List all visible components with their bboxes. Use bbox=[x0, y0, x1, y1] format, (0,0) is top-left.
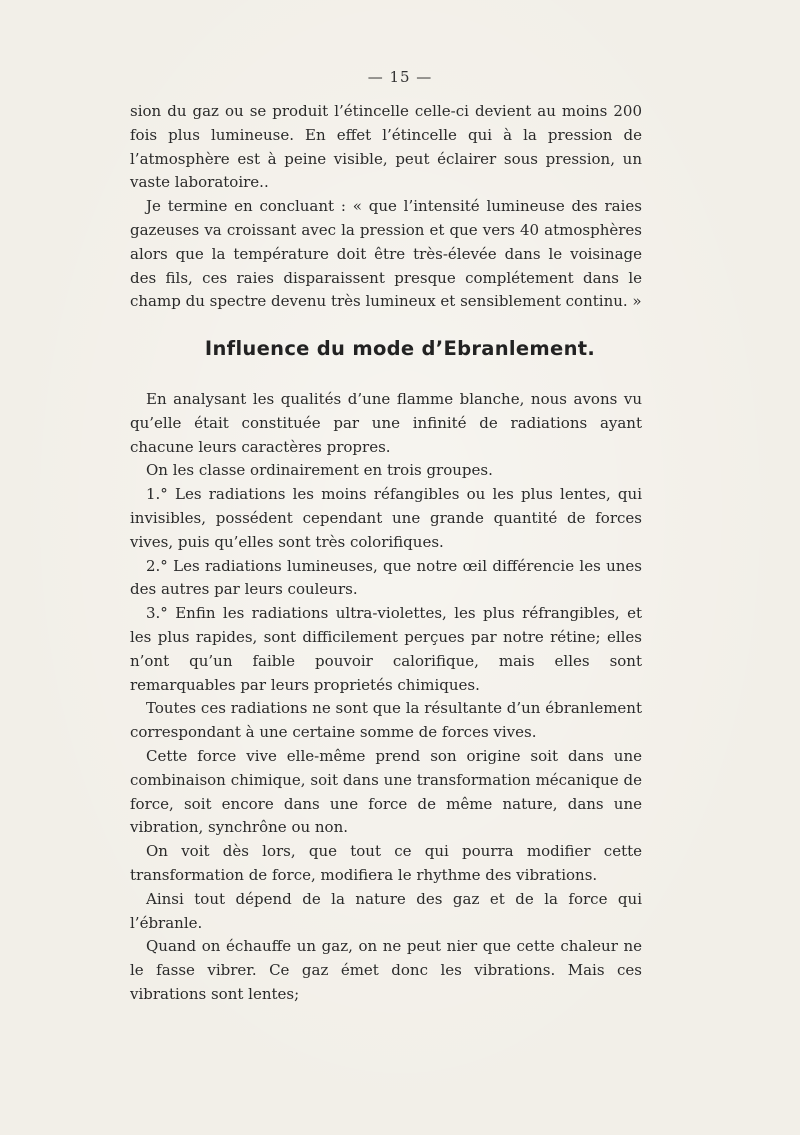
paragraph: Toutes ces radiations ne sont que la résultante d’un ébranlement correspondant à une certaine somme de forces vives. bbox=[130, 699, 642, 742]
paragraph: On les classe ordinairement en trois groupes. bbox=[146, 461, 493, 480]
paragraph: Cette force vive elle-même prend son origine soit dans une combinaison chimique, soit dans une transformation mécanique de force, soit encore dans une force de même nature, dans une vibration, synchrône ou non. bbox=[130, 746, 642, 837]
paragraph: 2.° Les radiations lumineuses, que notre œil différencie les unes des autres par leurs couleurs. bbox=[130, 556, 642, 599]
paragraph: En analysant les qualités d’une flamme blanche, nous avons vu qu’elle était constituée par une infinité de radiations ayant chacune leurs caractères propres. bbox=[130, 390, 642, 456]
section-heading: Influence du mode d’Ebranlement. bbox=[204, 337, 596, 360]
paragraph: 3.° Enfin les radiations ultra-violettes, les plus réfrangibles, et les plus rapides, sont difficilement perçues par notre rétine; elles n’ont qu’un faible pouvoir calorifique, mais elles sont remarquables par leurs proprietés chimiques. bbox=[130, 604, 642, 694]
paragraph: Quand on échauffe un gaz, on ne peut nier que cette chaleur ne le fasse vibrer. Ce gaz émet donc les vibrations. Mais ces vibrations sont lentes; bbox=[130, 937, 642, 1003]
intro-text bbox=[130, 100, 642, 314]
page-number: — 15 — bbox=[367, 68, 433, 86]
paragraph: 1.° Les radiations les moins réfangibles ou les plus lentes, qui invisibles, possédent cependant une grande quantité de forces vives, puis qu’elles sont très colorifiques. bbox=[130, 485, 642, 551]
paragraph: On voit dès lors, que tout ce qui pourra modifier cette transformation de force, modifiera le rhythme des vibrations. bbox=[130, 842, 642, 884]
paragraph: Ainsi tout dépend de la nature des gaz et de la force qui l’ébranle. bbox=[130, 889, 642, 932]
section-text bbox=[130, 388, 642, 1007]
paragraph: Je termine en concluant : « que l’intensité lumineuse des raies gazeuses va croissant avec la pression et que vers 40 atmosphères alors que la température doit être très-élevée dans le voisinage des fils, ces raies disparaissent presque complétement dans le champ du spectre devenu très lumineux et sensiblement continu. » bbox=[130, 197, 642, 311]
paragraph: sion du gaz ou se produit l’étincelle celle-ci devient au moins 200 fois plus lumineuse. En effet l’étincelle qui à la pression de l’atmosphère est à peine visible, peut éclairer sous pression, un vaste laboratoire.. bbox=[130, 102, 642, 192]
